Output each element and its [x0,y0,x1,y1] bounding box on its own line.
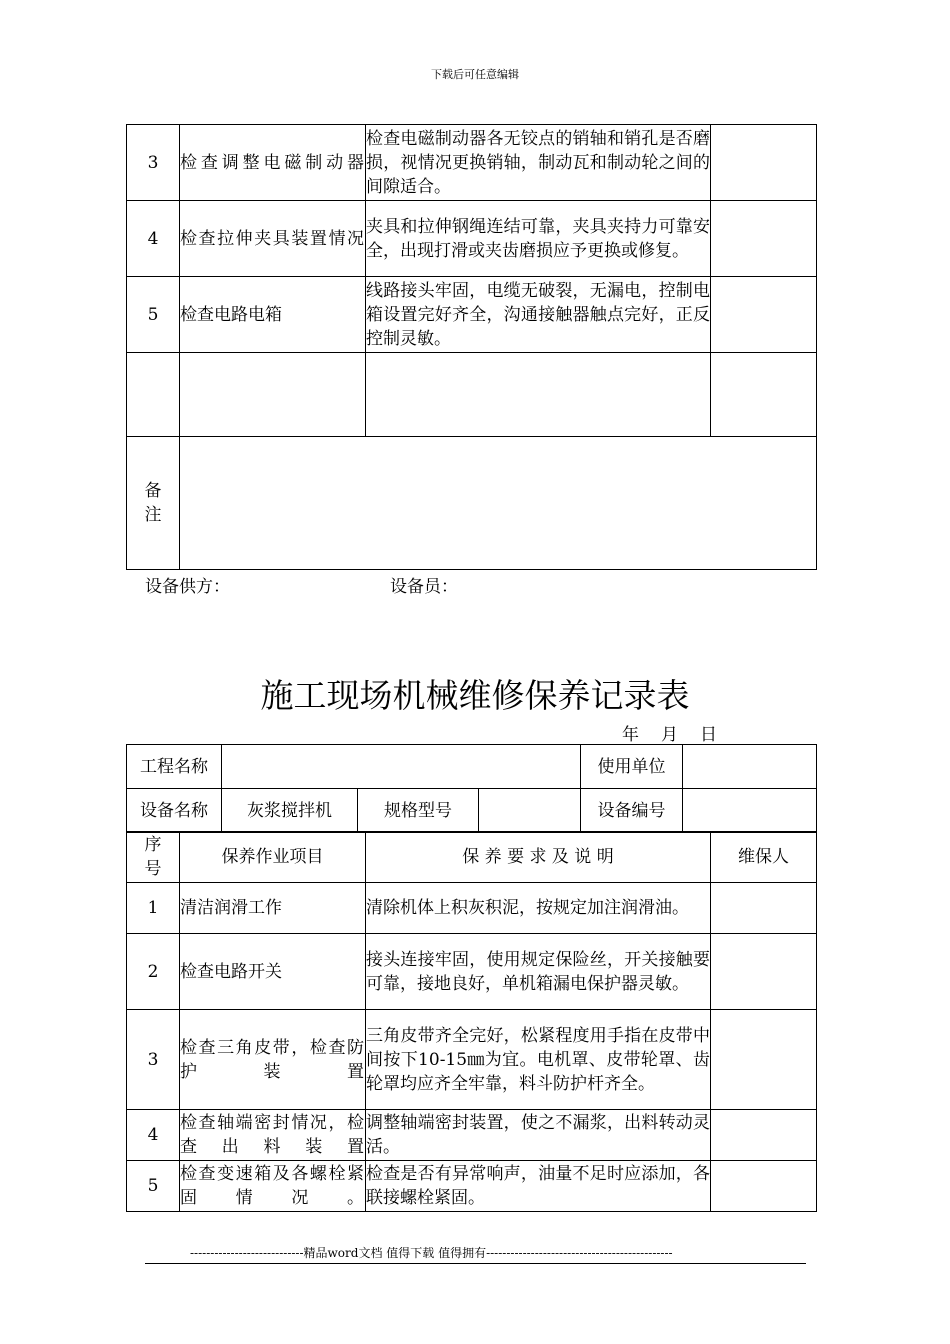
row-number: 3 [127,1010,180,1110]
maintenance-item: 检查变速箱及各螺栓紧固情况。 [180,1161,366,1212]
table-row [127,934,817,1010]
maintenance-item: 检查调整电磁制动器 [180,125,366,201]
maintenance-item: 检查电路开关 [180,934,366,1010]
maintainer-cell[interactable] [711,125,817,201]
footer-divider [145,1263,806,1264]
maintainer-cell[interactable] [711,934,817,1010]
maintainer-cell[interactable] [711,1110,817,1161]
remarks-label-char: 注 [144,505,162,525]
project-name-field[interactable] [222,745,581,789]
supplier-signature-label: 设备供方： [145,577,230,597]
maintainer-cell[interactable] [711,277,817,353]
col-item-header: 保养作业项目 [180,832,366,883]
row-number: 2 [127,934,180,1010]
requirement-description: 清除机体上积灰积泥，按规定加注润滑油。 [366,883,711,934]
col-person-header: 维保人 [711,832,817,883]
col-desc-header: 保 养 要 求 及 说 明 [366,832,711,883]
table-row [127,1010,817,1110]
form-title: 施工现场机械维修保养记录表 [260,676,690,715]
form-header-table [126,744,817,833]
table-row [127,1161,817,1212]
column-header-row [127,832,817,883]
maintenance-table-continued [126,124,817,570]
maintenance-item: 检查电路电箱 [180,277,366,353]
project-name-label: 工程名称 [127,745,222,789]
date-year: 年 [622,725,639,745]
requirement-description: 夹具和拉伸钢绳连结可靠，夹具夹持力可靠安全，出现打滑或夹齿磨损应予更换或修复。 [366,201,711,277]
using-unit-field[interactable] [683,745,817,789]
empty-cell[interactable] [127,353,180,437]
row-number: 3 [127,125,180,201]
date-line [622,720,717,745]
using-unit-label: 使用单位 [581,745,683,789]
maintenance-item: 检查三角皮带，检查防护装置 [180,1010,366,1110]
row-number: 5 [127,1161,180,1212]
empty-cell[interactable] [711,353,817,437]
date-day: 日 [700,725,717,745]
table-row [127,277,817,353]
empty-cell[interactable] [366,353,711,437]
col-seq-char: 序 [144,835,162,855]
requirement-description: 调整轴端密封装置，使之不漏浆，出料转动灵活。 [366,1110,711,1161]
requirement-description: 接头连接牢固，使用规定保险丝，开关接触要可靠，接地良好，单机箱漏电保护器灵敏。 [366,934,711,1010]
spec-label: 规格型号 [358,789,479,833]
equipment-name-label: 设备名称 [127,789,222,833]
table-row [127,1110,817,1161]
row-number: 5 [127,277,180,353]
equipment-no-label: 设备编号 [581,789,683,833]
row-number: 4 [127,1110,180,1161]
spec-field[interactable] [479,789,581,833]
requirement-description: 检查电磁制动器各无铰点的销轴和销孔是否磨损，视情况更换销轴，制动瓦和制动轮之间的间隙适合。 [366,125,711,201]
requirement-description: 三角皮带齐全完好，松紧程度用手指在皮带中间按下10-15㎜为宜。电机罩、皮带轮罩、齿轮罩均应齐全牢靠，料斗防护杆齐全。 [366,1010,711,1110]
maintainer-cell[interactable] [711,1161,817,1212]
remarks-label-char: 备 [144,481,162,501]
header-note: 下载后可任意编辑 [431,68,519,81]
table-row [127,201,817,277]
requirement-description: 检查是否有异常响声，油量不足时应添加，各联接螺栓紧固。 [366,1161,711,1212]
equipment-no-field[interactable] [683,789,817,833]
remarks-row [127,437,817,570]
table-row [127,125,817,201]
row-number: 4 [127,201,180,277]
maintenance-item: 检查拉伸夹具装置情况 [180,201,366,277]
empty-cell[interactable] [180,353,366,437]
col-seq-char: 号 [144,859,162,879]
row-number: 1 [127,883,180,934]
project-row [127,745,817,789]
maintenance-item: 检查轴端密封情况，检查出料装置 [180,1110,366,1161]
table-row [127,883,817,934]
date-month: 月 [661,725,678,745]
col-seq-header [127,832,180,883]
footer-text: ----------------------------精品word文档 值得下载 值得拥有---------------------------------------------- [190,1246,673,1260]
maintenance-item: 清洁润滑工作 [180,883,366,934]
maintainer-cell[interactable] [711,201,817,277]
maintainer-cell[interactable] [711,1010,817,1110]
maintenance-table [126,831,817,1212]
maintainer-cell[interactable] [711,883,817,934]
equipment-name-value: 灰浆搅拌机 [222,789,358,833]
clerk-signature-label: 设备员： [390,577,458,597]
equipment-row [127,789,817,833]
remarks-label [127,437,180,570]
empty-row [127,353,817,437]
remarks-field[interactable] [180,437,817,570]
requirement-description: 线路接头牢固，电缆无破裂，无漏电，控制电箱设置完好齐全，沟通接触器触点完好，正反控制灵敏。 [366,277,711,353]
